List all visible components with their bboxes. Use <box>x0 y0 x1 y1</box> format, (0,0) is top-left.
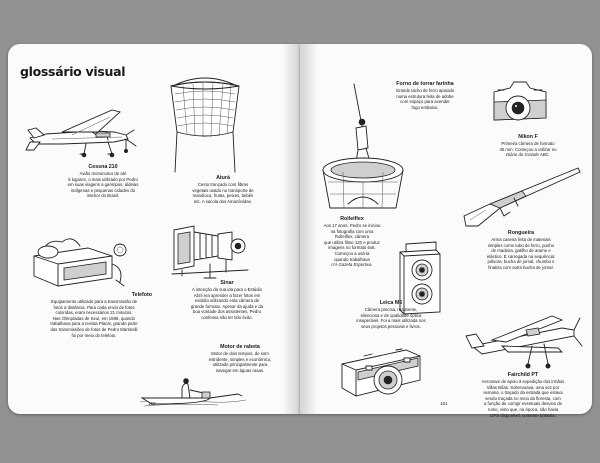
leica-camera-icon <box>336 346 426 406</box>
rongueira-gun-icon <box>460 162 584 230</box>
entry-heading: Nikon F <box>518 134 538 140</box>
entry-rolleiflex: Rolleiflex Aos 17 anos, Pedro se iniciou na fotografia com uma Rolleiflex, câmera que utiliza filme 120 e produz imagens no formato 6x6. Começou a usá-la quando trabalhava n'A Gazeta Esportiva. <box>306 216 398 268</box>
woven-basket-icon <box>165 74 245 174</box>
fairchild-airplane-icon <box>462 306 584 376</box>
telephoto-machine-icon <box>28 228 128 292</box>
entry-heading: Rongueira <box>507 230 535 236</box>
entry-heading: Leica M6 <box>379 300 403 306</box>
page-title: glossário visual <box>20 64 126 79</box>
page-number-right: 161 <box>440 401 448 406</box>
left-page <box>8 44 300 414</box>
entry-heading: Cessna 210 <box>88 164 118 170</box>
entry-nikon: Nikon F Primeira câmera de formato 35 mm. Começou a utilizar no Diário do Grande ABC. <box>480 134 576 158</box>
entry-rongueira: Rongueira Arma caseira feita de materiais simples como tubo de ferro, punho de madeira, gatilho de arame e elástico. É carregada na sequência: pólvora, bucha de jornal, chumbo e finaliza com outra bucha de jornal. <box>460 230 582 271</box>
entry-atura: Aturá Cesto trançado com fibras vegetais usado no transporte de mandioca, frutas, peixes, bebês etc. A sacola dos Amazônidas. <box>168 175 278 204</box>
entry-fairchild: Fairchild PT Aeronave de apoio à expedição dos irmãos Villas Bôas. Sobrevoava, uma vez por semana, o traçado da estrada que estava sendo traçada no meio da floresta, com a função de corrigir eventuais desvios de rumo, visto que, na época, não havia GPS disponível, somente bússola. <box>462 372 584 418</box>
entry-heading: Forno de torrar farinha <box>396 81 454 87</box>
entry-heading: Telefoto <box>131 292 152 298</box>
page-number-left: 160 <box>148 401 156 406</box>
entry-heading: Fairchild PT <box>507 372 539 378</box>
entry-heading: Rolleiflex <box>340 216 364 222</box>
entry-sinar: Sinar A intenção da sua ida para o Estúdio Abril era aprender a fazer fotos em estúdio utilizando esta câmera de grande formato. Apesar da ajuda e da boa vontade dos assistentes, Pedro confessa não ter tido êxito. <box>168 280 286 321</box>
entry-rabeta: Motor de rabeta Motor de dois tempos, de som estridente, simples e econômico, utilizado principalmente para navegar em águas rasas. <box>192 344 288 373</box>
right-page <box>300 44 592 418</box>
entry-telefoto: Telefoto Equipamento utilizado para a transmissão de fotos a distância. Para cada envio de fotos coloridas, eram necessários 21 minutos. Nas Olimpíadas de Seul, em 1988, quando trabalhava para a revista Placar, grande parte das transmissões de fotos de Pedro Martinelli foi por meio do telefoto. <box>16 292 172 338</box>
book-spread <box>8 44 592 418</box>
cessna-airplane-icon <box>22 104 144 162</box>
nikon-camera-icon <box>490 78 552 128</box>
large-format-camera-icon <box>170 220 250 280</box>
entry-forno: Forno de torrar farinha Grande tacho de ferro apoiado numa estrutura feita de adobe com espaço para acender fogo embaixo. <box>384 81 466 110</box>
entry-heading: Motor de rabeta <box>220 344 260 350</box>
entry-heading: Aturá <box>216 175 230 181</box>
entry-heading: Sinar <box>220 280 234 286</box>
entry-leica: Leica M6 Câmera precisa, resistente, silenciosa e de qualidade óptica insuperável. Foi a mais utilizada nos seus projetos pessoais e livros. <box>336 300 446 329</box>
entry-cessna: Cessna 210 Avião monomotor de até 6 lugares, o mais utilizado por Pedro em suas viagens a garimpos, aldeias indígenas e pequenas cidades do interior do Brasil. <box>48 164 158 199</box>
